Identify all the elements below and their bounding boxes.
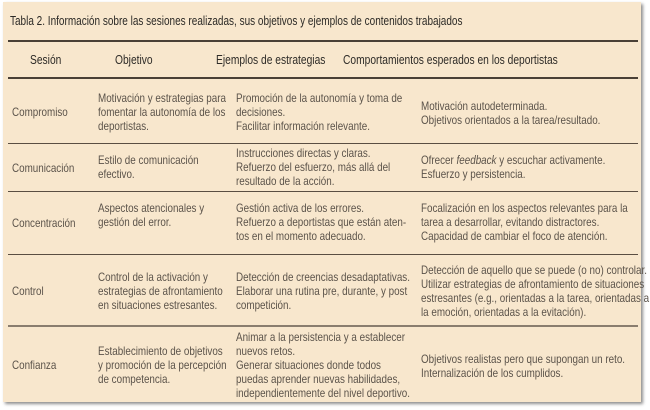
text-line: tarea a desarrollar, evitando distractores. xyxy=(421,215,600,229)
text-fragment: y escuchar activamente. xyxy=(496,153,606,167)
row-confianza-session: Confianza xyxy=(12,358,57,372)
row-confianza-behaviors xyxy=(421,352,625,380)
text-line: nuevos retos. xyxy=(236,344,296,358)
header-objective: Objetivo xyxy=(115,53,153,67)
text-line: gestión del error. xyxy=(98,215,172,229)
text-line: Elaborar una rutina pre, durante, y post xyxy=(236,284,408,298)
text-line: Generar situaciones donde todos xyxy=(236,358,381,372)
row-control-objective xyxy=(98,270,223,312)
text-line: y promoción de la percepción xyxy=(98,358,227,372)
text-line: Motivación autodeterminada. xyxy=(421,99,548,113)
row-concentracion-session: Concentración xyxy=(12,216,76,230)
row-comunicacion-objective xyxy=(98,153,199,181)
header-top-rule xyxy=(8,40,638,42)
text-line: tos en el momento adecuado. xyxy=(236,229,366,243)
header-session: Sesión xyxy=(30,53,62,67)
row-divider xyxy=(8,325,638,327)
text-line: resultado de la acción. xyxy=(236,174,335,188)
row-compromiso-objective xyxy=(98,91,226,133)
text-line: competición. xyxy=(236,298,292,312)
text-line: Aspectos atencionales y xyxy=(98,201,205,215)
row-confianza-objective xyxy=(98,344,227,386)
text-line: estrategias de afrontamiento xyxy=(98,284,223,298)
text-line: Promoción de la autonomía y toma de xyxy=(236,91,403,105)
text-line xyxy=(421,153,605,167)
text-line: de competencia. xyxy=(98,372,171,386)
table-title: Tabla 2. Información sobre las sesiones realizadas, sus objetivos y ejemplos de contenidos trabajados xyxy=(10,14,463,28)
text-line: Gestión activa de los errores. xyxy=(236,201,364,215)
text-line: Detección de creencias desadaptativas. xyxy=(236,270,410,284)
text-line: Facilitar información relevante. xyxy=(236,119,370,133)
text-line: Objetivos orientados a la tarea/resultado. xyxy=(421,113,601,127)
text-line: efectivo. xyxy=(98,167,135,181)
text-line: estresantes (e.g., orientadas a la tarea, orientadas a xyxy=(421,291,650,305)
text-line: puedas aprender nuevas habilidades, xyxy=(236,372,401,386)
text-line: Animar a la persistencia y a establecer xyxy=(236,330,406,344)
header-bottom-rule xyxy=(8,77,638,79)
row-concentracion-strategies xyxy=(236,201,406,243)
row-concentracion-behaviors xyxy=(421,201,628,243)
text-line: fomentar la autonomía de los xyxy=(98,105,226,119)
text-line: Internalización de los cumplidos. xyxy=(421,366,564,380)
row-confianza-strategies xyxy=(236,330,410,400)
row-comunicacion-strategies xyxy=(236,146,390,188)
row-control-strategies xyxy=(236,270,410,312)
text-line: independientemente del nivel deportivo. xyxy=(236,386,410,400)
header-strategies: Ejemplos de estrategias xyxy=(216,53,326,67)
text-line: Objetivos realistas pero que supongan un reto. xyxy=(421,352,626,366)
row-comunicacion-session: Comunicación xyxy=(12,161,75,175)
text-line: Detección de aquello que se puede (o no) controlar. xyxy=(421,263,647,277)
text-line: en situaciones estresantes. xyxy=(98,298,218,312)
text-line: Motivación y estrategias para xyxy=(98,91,226,105)
text-line: deportistas. xyxy=(98,119,149,133)
row-compromiso-session: Compromiso xyxy=(12,105,68,119)
text-line: Instrucciones directas y claras. xyxy=(236,146,371,160)
row-divider xyxy=(8,254,638,255)
text-line: Control de la activación y xyxy=(98,270,208,284)
table-card xyxy=(3,2,650,402)
text-line: Esfuerzo y persistencia. xyxy=(421,167,526,181)
row-compromiso-behaviors xyxy=(421,99,600,127)
row-concentracion-objective xyxy=(98,201,204,229)
row-divider xyxy=(8,191,638,192)
italic-term: feedback xyxy=(456,153,497,167)
row-comunicacion-behaviors xyxy=(421,153,605,181)
row-control-behaviors xyxy=(421,263,649,319)
text-line: Refuerzo a deportistas que están aten- xyxy=(236,215,407,229)
text-line: Estilo de comunicación xyxy=(98,153,199,167)
text-line: decisiones. xyxy=(236,105,286,119)
row-compromiso-strategies xyxy=(236,91,402,133)
text-line: Establecimiento de objetivos xyxy=(98,344,223,358)
text-line: Capacidad de cambiar el foco de atención. xyxy=(421,229,608,243)
row-divider xyxy=(8,143,638,144)
text-line: Focalización en los aspectos relevantes para la xyxy=(421,201,628,215)
text-line: Utilizar estrategias de afrontamiento de situaciones xyxy=(421,277,645,291)
row-control-session: Control xyxy=(12,284,44,298)
text-fragment: Ofrecer xyxy=(421,153,457,167)
text-line: la emoción, orientadas a la evitación). xyxy=(421,305,587,319)
text-line: Refuerzo del esfuerzo, más allá del xyxy=(236,160,391,174)
header-behaviors: Comportamientos esperados en los deportistas xyxy=(343,53,558,67)
